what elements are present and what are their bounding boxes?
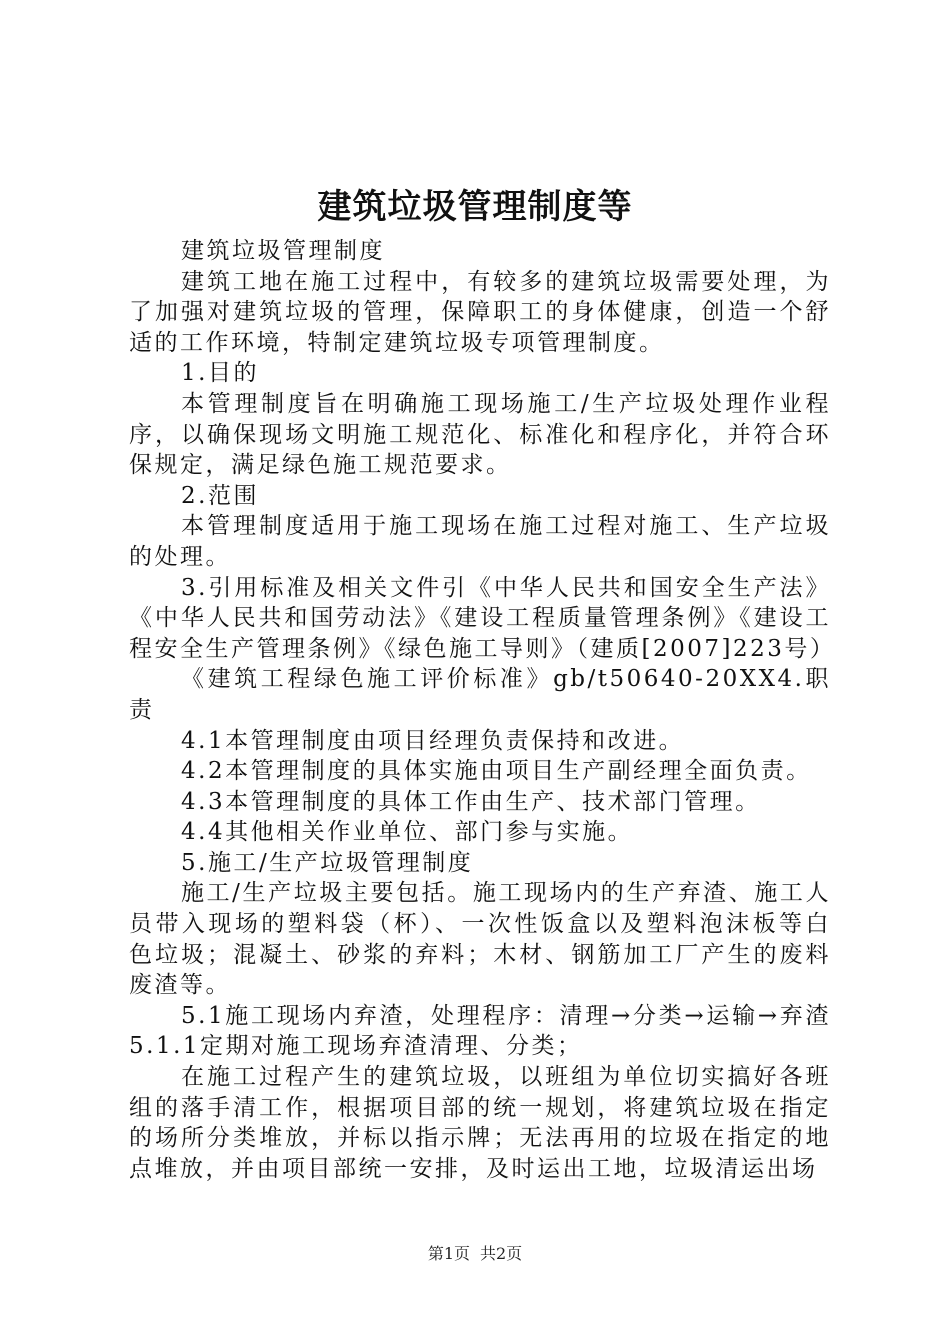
paragraph: 4.1本管理制度由项目经理负责保持和改进。	[181, 727, 685, 754]
paragraph: 4.3本管理制度的具体工作由生产、技术部门管理。	[181, 788, 761, 815]
paragraph: 4.2本管理制度的具体实施由项目生产副经理全面负责。	[181, 758, 812, 785]
paragraph: 《建筑工程绿色施工评价标准》gb/t50640-20XX4.职责	[129, 666, 831, 723]
paragraph: 2.范围	[181, 482, 259, 509]
paragraph: 4.4其他相关作业单位、部门参与实施。	[181, 819, 634, 846]
paragraph: 本管理制度适用于施工现场在施工过程对施工、生产垃圾的处理。	[129, 513, 831, 570]
paragraph: 建筑垃圾管理制度	[181, 238, 385, 264]
paragraph: 5.1施工现场内弃渣，处理程序：清理→分类→运输→弃渣5.1.1定期对施工现场弃渣清理、分类；	[129, 1002, 831, 1060]
document-body	[129, 236, 836, 1184]
page-number: 第1页	[427, 1244, 470, 1263]
paragraph: 施工/生产垃圾主要包括。施工现场内的生产弃渣、施工人员带入现场的塑料袋（杯）、一次性饭盒以及塑料泡沫板等白色垃圾；混凝土、砂浆的弃料；木材、钢筋加工厂产生的废料废渣等。	[129, 880, 831, 999]
paragraph: 建筑工地在施工过程中，有较多的建筑垃圾需要处理，为了加强对建筑垃圾的管理，保障职工的身体健康，创造一个舒适的工作环境，特制定建筑垃圾专项管理制度。	[129, 268, 831, 356]
page-footer	[0, 1242, 950, 1266]
paragraph: 5.施工/生产垃圾管理制度	[181, 849, 474, 876]
paragraph: 1.目的	[181, 360, 259, 387]
paragraph: 在施工过程产生的建筑垃圾，以班组为单位切实搞好各班组的落手清工作，根据项目部的统一规划，将建筑垃圾在指定的场所分类堆放，并标以指示牌；无法再用的垃圾在指定的地点堆放，并由项目部统一安排，及时运出工地，垃圾清运出场	[129, 1064, 831, 1182]
paragraph: 本管理制度旨在明确施工现场施工/生产垃圾处理作业程序，以确保现场文明施工规范化、标准化和程序化，并符合环保规定，满足绿色施工规范要求。	[129, 390, 831, 479]
paragraph: 3.引用标准及相关文件引《中华人民共和国安全生产法》《中华人民共和国劳动法》《建设工程质量管理条例》《建设工程安全生产管理条例》《绿色施工导则》（建质[2007]223号）	[129, 574, 836, 662]
page-total: 共2页	[480, 1244, 523, 1263]
document-title: 建筑垃圾管理制度等	[317, 187, 633, 227]
